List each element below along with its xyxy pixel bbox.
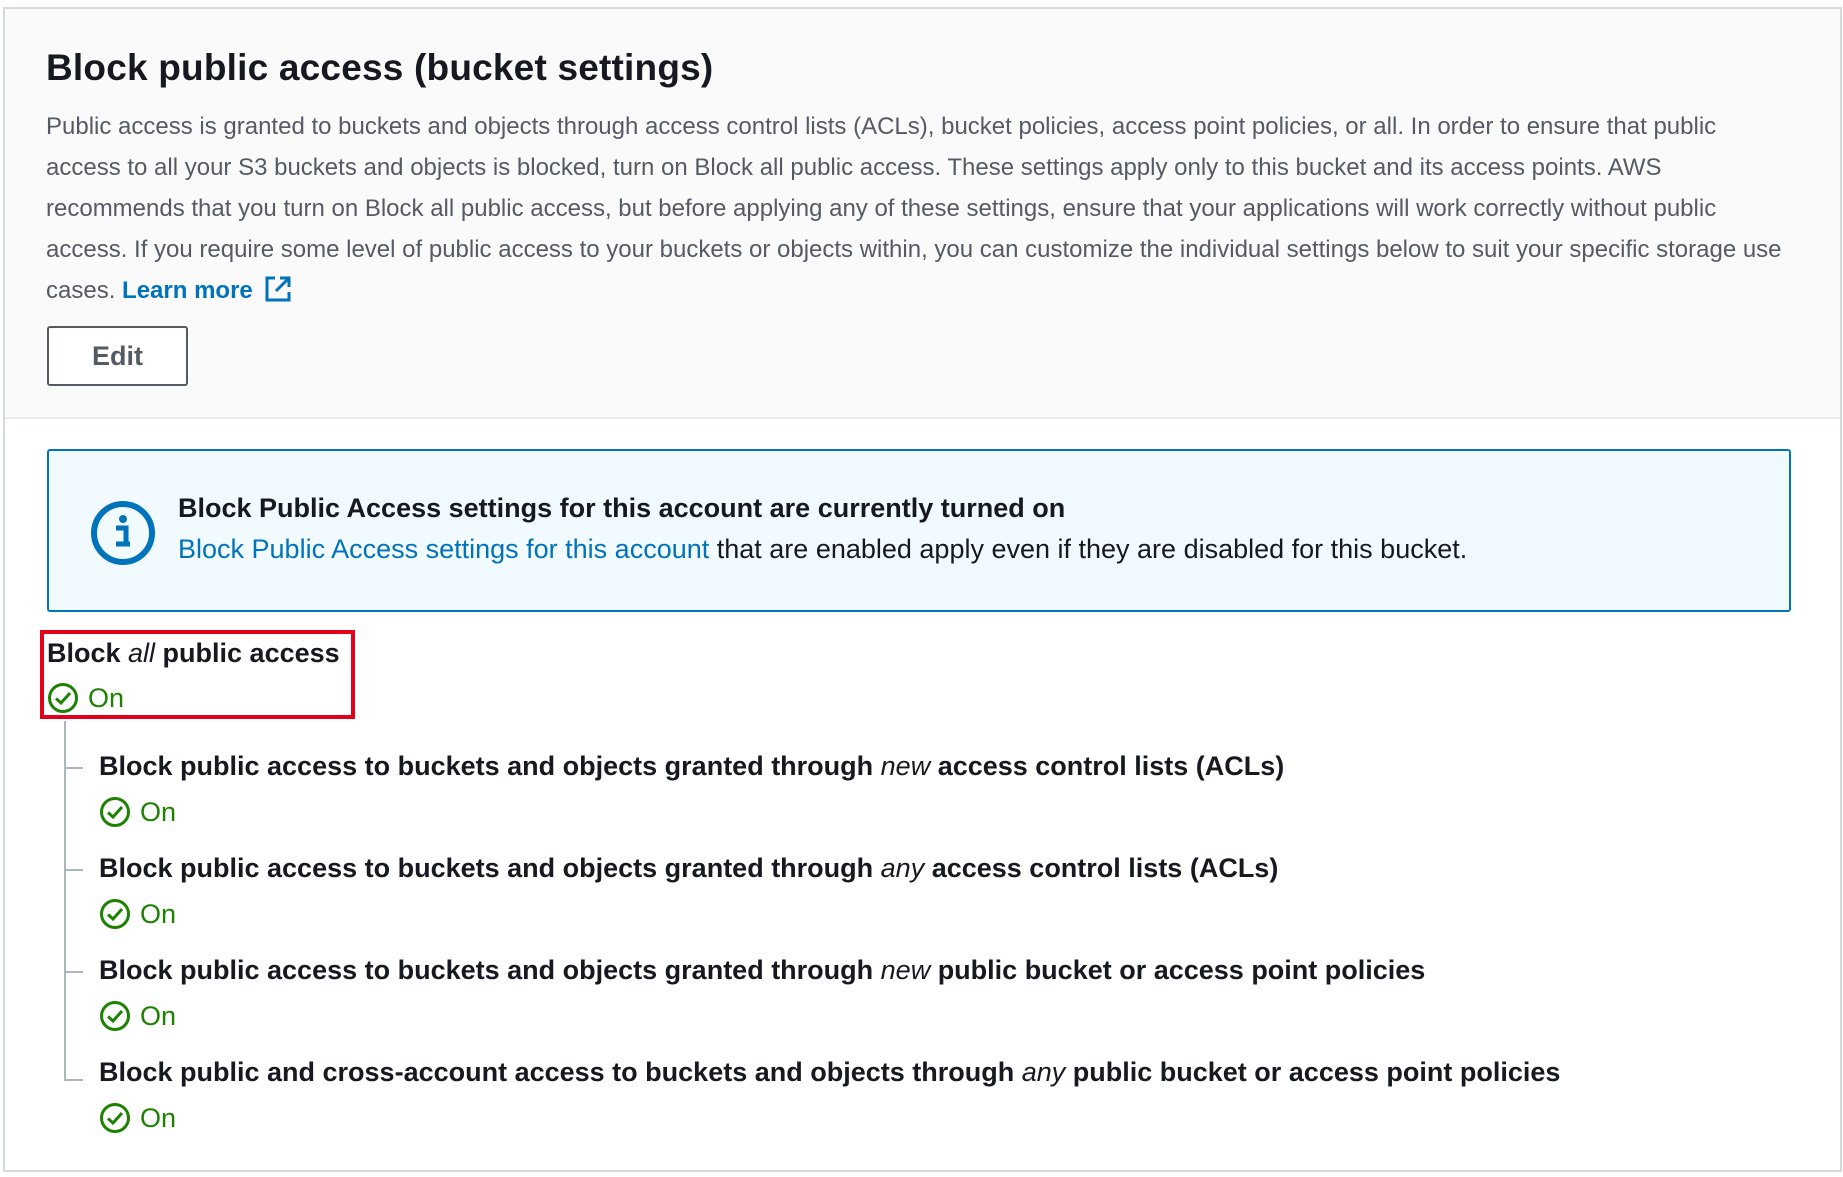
page-title: Block public access (bucket settings) — [46, 47, 714, 88]
status-text: On — [140, 1102, 177, 1133]
alert-body-text: that are enabled apply even if they are disabled for this bucket. — [709, 534, 1468, 564]
tree-branch — [64, 767, 83, 769]
setting-any-acls-label — [99, 853, 1278, 884]
check-circle-icon — [99, 1102, 131, 1134]
tree-branch — [64, 869, 83, 871]
block-all-public-access-label — [47, 638, 340, 669]
setting-new-policies-status — [99, 1000, 176, 1032]
learn-more-label: Learn more — [122, 277, 253, 304]
label-prefix: Block public and cross-account access to buckets and objects through — [99, 1057, 1022, 1087]
setting-new-acls-status — [99, 796, 176, 828]
label-prefix: Block public access to buckets and objects granted through — [99, 751, 881, 781]
alert-title: Block Public Access settings for this account are currently turned on — [178, 493, 1066, 523]
label-emphasis: all — [128, 638, 156, 668]
account-settings-link[interactable]: Block Public Access settings for this account — [178, 534, 710, 564]
check-circle-icon — [99, 796, 131, 828]
edit-button[interactable]: Edit — [47, 326, 188, 386]
status-text: On — [88, 682, 125, 713]
setting-any-acls-status — [99, 898, 176, 930]
label-emphasis: new — [880, 751, 931, 781]
check-circle-icon — [99, 898, 131, 930]
check-circle-icon — [47, 682, 79, 714]
check-circle-icon — [99, 1000, 131, 1032]
setting-new-policies-label — [99, 955, 1425, 986]
tree-connector — [64, 721, 66, 1081]
label-emphasis: any — [880, 853, 925, 883]
info-icon — [89, 499, 157, 567]
label-suffix: access control lists (ACLs) — [924, 853, 1279, 883]
external-link-icon — [263, 274, 293, 304]
setting-new-acls-label — [99, 751, 1284, 782]
tree-branch — [64, 971, 83, 973]
status-text: On — [140, 898, 177, 929]
label-prefix: Block public access to buckets and objects granted through — [99, 853, 881, 883]
setting-cross-account-status — [99, 1102, 176, 1134]
bucket-settings-panel — [3, 7, 1842, 1172]
label-prefix: Block — [47, 638, 129, 668]
block-all-status — [47, 682, 124, 714]
learn-more-link[interactable] — [122, 277, 293, 304]
label-prefix: Block public access to buckets and objects granted through — [99, 955, 881, 985]
label-suffix: access control lists (ACLs) — [930, 751, 1285, 781]
label-emphasis: any — [1021, 1057, 1066, 1087]
description-text: Public access is granted to buckets and objects through access control lists (ACLs), bucket policies, access point policies, or all. In order to ensure that public access to all your S3 buckets and objects is blocked, turn on Block all public access. These settings apply only to this bucket and its access points. AWS recommends that you turn on Block all public access, but before applying any of these settings, ensure that your applications will work correctly without public access. If you require some level of public access to your buckets or objects within, you can customize the individual settings below to suit your specific storage use cases. — [46, 113, 1782, 304]
tree-branch — [64, 1079, 83, 1081]
setting-cross-account-label — [99, 1057, 1560, 1088]
panel-header — [5, 9, 1840, 419]
label-suffix: public bucket or access point policies — [1065, 1057, 1561, 1087]
panel-description — [46, 106, 1786, 311]
account-settings-alert — [47, 449, 1791, 612]
label-suffix: public bucket or access point policies — [930, 955, 1426, 985]
label-emphasis: new — [880, 955, 931, 985]
status-text: On — [140, 1000, 177, 1031]
alert-body — [178, 534, 1467, 565]
label-suffix: public access — [155, 638, 340, 668]
status-text: On — [140, 796, 177, 827]
